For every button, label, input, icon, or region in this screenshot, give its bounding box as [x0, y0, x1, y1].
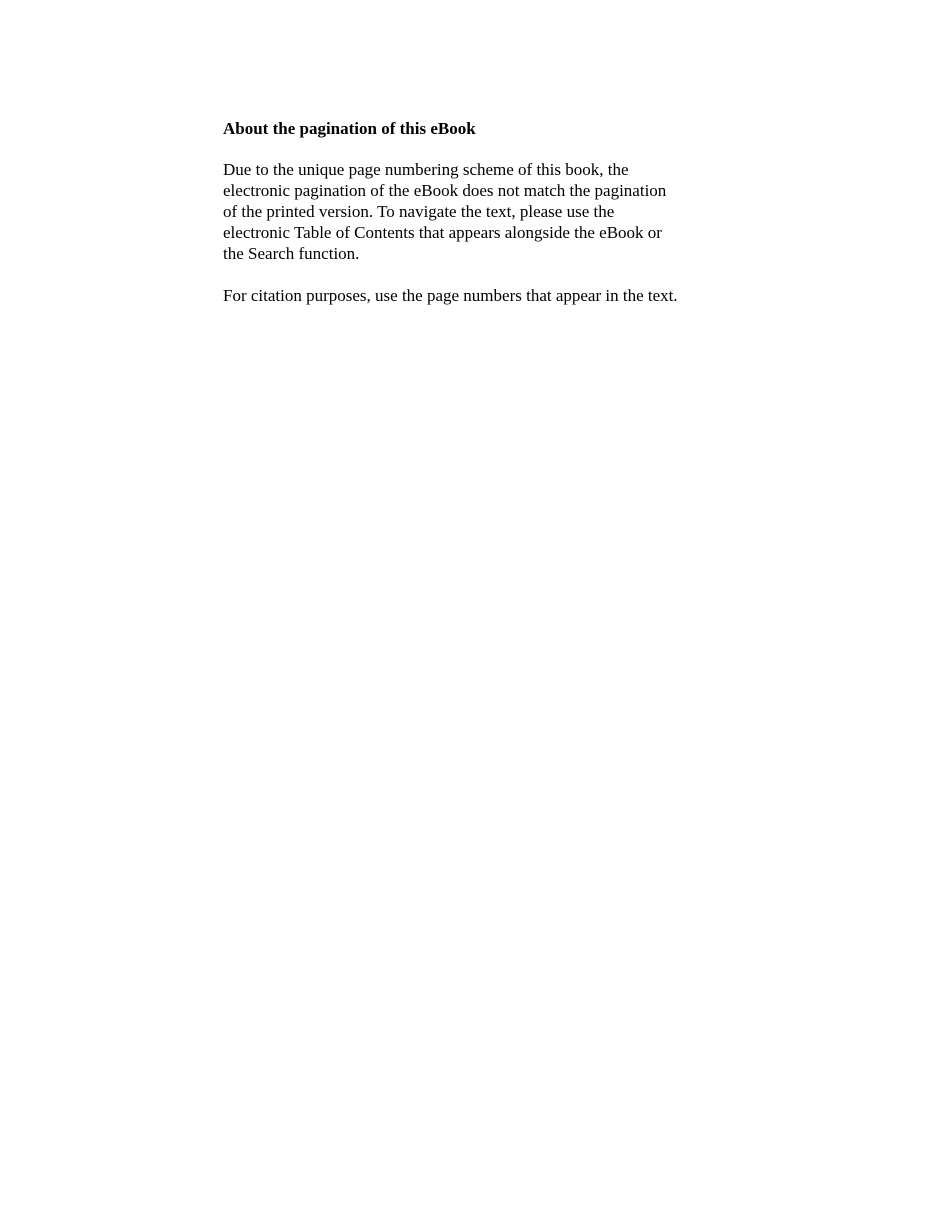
citation-note-paragraph: [223, 285, 723, 306]
paragraph-line: electronic Table of Contents that appears alongside the eBook or: [223, 223, 662, 242]
paragraph-line: the Search function.: [223, 244, 360, 263]
paragraph-line: Due to the unique page numbering scheme of this book, the: [223, 160, 629, 179]
paragraph-line: of the printed version. To navigate the text, please use the: [223, 202, 615, 221]
page-heading: About the pagination of this eBook: [223, 119, 476, 138]
paragraph-line: electronic pagination of the eBook does not match the pagination: [223, 181, 667, 200]
citation-note-text: For citation purposes, use the page numbers that appear in the text.: [223, 286, 678, 305]
pagination-note-paragraph: [223, 159, 723, 264]
page-content: [223, 117, 723, 327]
